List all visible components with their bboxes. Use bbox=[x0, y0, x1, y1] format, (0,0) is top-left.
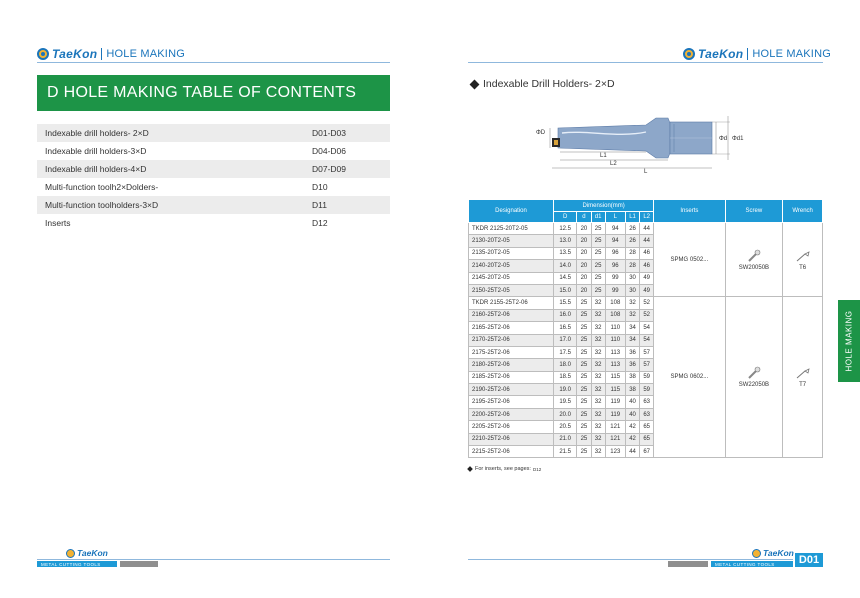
dimension-cell: 13.5 bbox=[554, 247, 577, 259]
designation-cell: TKDR 2125-20T2-05 bbox=[469, 223, 554, 235]
drill-holder-drawing bbox=[538, 108, 778, 178]
designation-cell: 2210-25T2-06 bbox=[469, 433, 554, 445]
spec-table bbox=[468, 199, 823, 458]
wrench-icon bbox=[783, 366, 822, 380]
dimension-cell: 21.5 bbox=[554, 446, 577, 458]
designation-cell: 2200-25T2-06 bbox=[469, 408, 554, 420]
dimension-cell: 25 bbox=[577, 433, 591, 445]
dimension-cell: 96 bbox=[605, 247, 625, 259]
dimension-cell: 94 bbox=[605, 235, 625, 247]
designation-cell: 2175-25T2-06 bbox=[469, 346, 554, 358]
dimension-cell: 119 bbox=[605, 408, 625, 420]
dimension-cell: 21.0 bbox=[554, 433, 577, 445]
dimension-cell: 123 bbox=[605, 446, 625, 458]
label-L: L bbox=[644, 169, 648, 175]
dimension-cell: 25 bbox=[577, 396, 591, 408]
screw-code: SW20050B bbox=[738, 264, 770, 271]
dimension-cell: 18.0 bbox=[554, 359, 577, 371]
designation-cell: 2160-25T2-06 bbox=[469, 309, 554, 321]
inserts-cell: SPMG 0602... bbox=[654, 297, 725, 458]
designation-cell: 2130-20T2-05 bbox=[469, 235, 554, 247]
designation-cell: 2140-20T2-05 bbox=[469, 260, 554, 272]
dimension-cell: 44 bbox=[640, 223, 654, 235]
screw-cell bbox=[725, 223, 783, 297]
dimension-cell: 25 bbox=[591, 260, 605, 272]
dimension-cell: 44 bbox=[640, 235, 654, 247]
dimension-cell: 28 bbox=[625, 247, 639, 259]
dimension-cell: 25 bbox=[591, 223, 605, 235]
dimension-cell: 57 bbox=[640, 346, 654, 358]
dimension-cell: 15.5 bbox=[554, 297, 577, 309]
side-tab[interactable] bbox=[838, 300, 860, 382]
side-tab-label: HOLE MAKING bbox=[844, 310, 854, 372]
dimension-cell: 20.0 bbox=[554, 408, 577, 420]
dimension-cell: 20 bbox=[577, 235, 591, 247]
dimension-cell: 32 bbox=[591, 408, 605, 420]
dimension-cell: 25 bbox=[591, 284, 605, 296]
dimension-cell: 20 bbox=[577, 247, 591, 259]
dimension-cell: 108 bbox=[605, 309, 625, 321]
toc-item-title: Multi-function toolh2×Dolders- bbox=[45, 182, 159, 192]
dimension-cell: 119 bbox=[605, 396, 625, 408]
dimension-cell: 20 bbox=[577, 272, 591, 284]
header-brand-right bbox=[683, 47, 831, 61]
toc-item-title: Indexable drill holders- 2×D bbox=[45, 128, 149, 138]
screw-icon bbox=[726, 366, 783, 380]
toc-item-title: Indexable drill holders-4×D bbox=[45, 164, 147, 174]
dimension-cell: 18.5 bbox=[554, 371, 577, 383]
label-D: ΦD bbox=[536, 130, 546, 136]
dimension-cell: 94 bbox=[605, 223, 625, 235]
screw-cell bbox=[725, 297, 783, 458]
dimension-cell: 32 bbox=[591, 309, 605, 321]
col-D: D bbox=[554, 212, 577, 223]
col-designation: Designation bbox=[469, 200, 554, 223]
dimension-cell: 17.5 bbox=[554, 346, 577, 358]
screw-code: SW22050B bbox=[738, 382, 770, 389]
toc-item-pages: D12 bbox=[312, 218, 328, 228]
dimension-cell: 49 bbox=[640, 284, 654, 296]
dimension-cell: 54 bbox=[640, 322, 654, 334]
footer-brand-name: TaeKon bbox=[763, 548, 794, 558]
logo-icon bbox=[37, 48, 49, 60]
label-L2: L2 bbox=[610, 161, 617, 167]
col-screw: Screw bbox=[725, 200, 783, 223]
wrench-icon bbox=[783, 249, 822, 263]
dimension-cell: 25 bbox=[577, 297, 591, 309]
toc-item-title: Multi-function toolholders-3×D bbox=[45, 200, 159, 210]
dimension-cell: 57 bbox=[640, 359, 654, 371]
footer-gray-bar bbox=[120, 561, 158, 567]
screw-icon bbox=[726, 249, 783, 263]
toc-list bbox=[37, 124, 390, 232]
designation-cell: 2145-20T2-05 bbox=[469, 272, 554, 284]
designation-cell: 2215-25T2-06 bbox=[469, 446, 554, 458]
product-title bbox=[471, 78, 615, 90]
dimension-cell: 32 bbox=[591, 334, 605, 346]
dimension-cell: 19.5 bbox=[554, 396, 577, 408]
diamond-bullet-icon bbox=[470, 79, 480, 89]
label-d1: Φd1 bbox=[732, 136, 744, 142]
dimension-cell: 63 bbox=[640, 408, 654, 420]
dimension-cell: 96 bbox=[605, 260, 625, 272]
header-rule bbox=[37, 62, 390, 63]
section-label: HOLE MAKING bbox=[752, 48, 831, 60]
toc-item[interactable] bbox=[37, 214, 390, 232]
footnote-text: For inserts, see pages: bbox=[475, 466, 531, 472]
dimension-cell: 20 bbox=[577, 284, 591, 296]
col-wrench: Wrench bbox=[783, 200, 823, 223]
dimension-cell: 25 bbox=[577, 322, 591, 334]
dimension-cell: 32 bbox=[591, 396, 605, 408]
designation-cell: 2180-25T2-06 bbox=[469, 359, 554, 371]
wrench-cell bbox=[783, 297, 823, 458]
dimension-cell: 121 bbox=[605, 421, 625, 433]
col-d1: d1 bbox=[591, 212, 605, 223]
dimension-cell: 113 bbox=[605, 346, 625, 358]
footnote bbox=[468, 466, 541, 472]
dimension-cell: 32 bbox=[591, 297, 605, 309]
dimension-cell: 30 bbox=[625, 284, 639, 296]
toc-item[interactable] bbox=[37, 142, 390, 160]
logo-icon bbox=[66, 549, 75, 558]
dimension-cell: 121 bbox=[605, 433, 625, 445]
dimension-cell: 110 bbox=[605, 334, 625, 346]
col-L1: L1 bbox=[625, 212, 639, 223]
brand-separator bbox=[101, 48, 102, 60]
dimension-cell: 14.0 bbox=[554, 260, 577, 272]
dimension-cell: 15.0 bbox=[554, 284, 577, 296]
dimension-cell: 113 bbox=[605, 359, 625, 371]
wrench-cell bbox=[783, 223, 823, 297]
dimension-cell: 26 bbox=[625, 235, 639, 247]
dimension-cell: 25 bbox=[577, 334, 591, 346]
toc-item-pages: D07-D09 bbox=[312, 164, 347, 174]
dimension-cell: 16.0 bbox=[554, 309, 577, 321]
inserts-cell: SPMG 0502... bbox=[654, 223, 725, 297]
toc-item[interactable] bbox=[37, 124, 390, 142]
label-L1: L1 bbox=[600, 153, 607, 159]
footer-gray-bar bbox=[668, 561, 708, 567]
designation-cell: 2135-20T2-05 bbox=[469, 247, 554, 259]
dimension-cell: 32 bbox=[591, 322, 605, 334]
header-rule bbox=[468, 62, 823, 63]
toc-item-pages: D04-D06 bbox=[312, 146, 347, 156]
designation-cell: TKDR 2155-25T2-06 bbox=[469, 297, 554, 309]
brand-name: TaeKon bbox=[698, 47, 744, 61]
dimension-cell: 16.5 bbox=[554, 322, 577, 334]
dimension-cell: 46 bbox=[640, 260, 654, 272]
dimension-cell: 25 bbox=[577, 371, 591, 383]
dimension-cell: 115 bbox=[605, 371, 625, 383]
dimension-cell: 13.0 bbox=[554, 235, 577, 247]
table-row bbox=[469, 297, 823, 309]
dimension-cell: 49 bbox=[640, 272, 654, 284]
toc-item[interactable] bbox=[37, 178, 390, 196]
footnote-ref: D12 bbox=[532, 466, 542, 472]
footer-rule bbox=[468, 559, 793, 560]
header-brand bbox=[37, 47, 185, 61]
dimension-cell: 52 bbox=[640, 297, 654, 309]
dimension-cell: 25 bbox=[591, 272, 605, 284]
dimension-cell: 65 bbox=[640, 433, 654, 445]
dimension-cell: 54 bbox=[640, 334, 654, 346]
dimension-cell: 63 bbox=[640, 396, 654, 408]
dimension-cell: 108 bbox=[605, 297, 625, 309]
dimension-cell: 25 bbox=[577, 346, 591, 358]
designation-cell: 2205-25T2-06 bbox=[469, 421, 554, 433]
table-row bbox=[469, 223, 823, 235]
footer-bar bbox=[37, 561, 158, 567]
logo-icon bbox=[752, 549, 761, 558]
designation-cell: 2165-25T2-06 bbox=[469, 322, 554, 334]
brand-separator bbox=[747, 48, 748, 60]
designation-cell: 2190-25T2-06 bbox=[469, 384, 554, 396]
dimension-cell: 30 bbox=[625, 272, 639, 284]
dimension-cell: 32 bbox=[591, 433, 605, 445]
dimension-cell: 40 bbox=[625, 396, 639, 408]
wrench-code: T6 bbox=[799, 264, 807, 271]
dimension-cell: 38 bbox=[625, 384, 639, 396]
dimension-cell: 36 bbox=[625, 346, 639, 358]
dimension-cell: 20 bbox=[577, 260, 591, 272]
footer-tagline: METAL CUTTING TOOLS bbox=[37, 561, 117, 567]
wrench-code: T7 bbox=[799, 382, 807, 389]
dimension-cell: 32 bbox=[591, 371, 605, 383]
col-L2: L2 bbox=[640, 212, 654, 223]
brand-name: TaeKon bbox=[52, 47, 98, 61]
footer-rule bbox=[37, 559, 390, 560]
section-label: HOLE MAKING bbox=[106, 48, 185, 60]
footer-brand-name: TaeKon bbox=[77, 548, 108, 558]
dimension-cell: 59 bbox=[640, 384, 654, 396]
footer-tagline: METAL CUTTING TOOLS bbox=[711, 561, 793, 567]
dimension-cell: 110 bbox=[605, 322, 625, 334]
toc-item-pages: D10 bbox=[312, 182, 328, 192]
dimension-cell: 32 bbox=[591, 384, 605, 396]
designation-cell: 2195-25T2-06 bbox=[469, 396, 554, 408]
dimension-cell: 44 bbox=[625, 446, 639, 458]
right-page bbox=[430, 0, 860, 598]
dimension-cell: 32 bbox=[625, 309, 639, 321]
dimension-cell: 36 bbox=[625, 359, 639, 371]
dimension-cell: 115 bbox=[605, 384, 625, 396]
dimension-cell: 32 bbox=[591, 446, 605, 458]
toc-item[interactable] bbox=[37, 160, 390, 178]
toc-item-pages: D11 bbox=[312, 200, 327, 210]
designation-cell: 2170-25T2-06 bbox=[469, 334, 554, 346]
dimension-cell: 19.0 bbox=[554, 384, 577, 396]
logo-icon bbox=[683, 48, 695, 60]
toc-item[interactable] bbox=[37, 196, 390, 214]
dimension-cell: 20 bbox=[577, 223, 591, 235]
toc-item-title: Inserts bbox=[45, 218, 71, 228]
dimension-cell: 32 bbox=[591, 346, 605, 358]
diamond-bullet-icon bbox=[467, 466, 473, 472]
dimension-cell: 25 bbox=[591, 247, 605, 259]
dimension-cell: 12.5 bbox=[554, 223, 577, 235]
dimension-cell: 25 bbox=[577, 408, 591, 420]
dimension-cell: 67 bbox=[640, 446, 654, 458]
dimension-cell: 99 bbox=[605, 284, 625, 296]
dimension-cell: 59 bbox=[640, 371, 654, 383]
dimension-cell: 32 bbox=[591, 359, 605, 371]
dimension-cell: 25 bbox=[591, 235, 605, 247]
dimension-cell: 42 bbox=[625, 433, 639, 445]
dimension-cell: 17.0 bbox=[554, 334, 577, 346]
col-dimension: Dimension(mm) bbox=[554, 200, 654, 212]
dimension-cell: 42 bbox=[625, 421, 639, 433]
col-inserts: Inserts bbox=[654, 200, 725, 223]
page-number: D01 bbox=[795, 553, 823, 567]
footer-brand bbox=[66, 548, 108, 558]
dimension-cell: 28 bbox=[625, 260, 639, 272]
dimension-cell: 52 bbox=[640, 309, 654, 321]
dimension-cell: 14.5 bbox=[554, 272, 577, 284]
dimension-cell: 99 bbox=[605, 272, 625, 284]
dimension-cell: 34 bbox=[625, 334, 639, 346]
col-d: d bbox=[577, 212, 591, 223]
label-d: Φd bbox=[719, 136, 728, 142]
dimension-cell: 26 bbox=[625, 223, 639, 235]
dimension-cell: 25 bbox=[577, 359, 591, 371]
dimension-cell: 25 bbox=[577, 384, 591, 396]
designation-cell: 2185-25T2-06 bbox=[469, 371, 554, 383]
dimension-cell: 32 bbox=[625, 297, 639, 309]
dimension-cell: 46 bbox=[640, 247, 654, 259]
col-L: L bbox=[605, 212, 625, 223]
dimension-cell: 40 bbox=[625, 408, 639, 420]
footer-bar-right bbox=[668, 561, 793, 567]
designation-cell: 2150-25T2-05 bbox=[469, 284, 554, 296]
dimension-cell: 25 bbox=[577, 309, 591, 321]
toc-item-title: Indexable drill holders-3×D bbox=[45, 146, 147, 156]
product-title-text: Indexable Drill Holders- 2×D bbox=[483, 78, 615, 90]
dimension-cell: 38 bbox=[625, 371, 639, 383]
toc-title: D HOLE MAKING TABLE OF CONTENTS bbox=[37, 75, 390, 111]
dimension-cell: 20.5 bbox=[554, 421, 577, 433]
toc-item-pages: D01-D03 bbox=[312, 128, 347, 138]
dimension-cell: 25 bbox=[577, 421, 591, 433]
footer-brand-right bbox=[752, 548, 794, 558]
dimension-cell: 65 bbox=[640, 421, 654, 433]
dimension-cell: 34 bbox=[625, 322, 639, 334]
dimension-cell: 25 bbox=[577, 446, 591, 458]
dimension-cell: 32 bbox=[591, 421, 605, 433]
